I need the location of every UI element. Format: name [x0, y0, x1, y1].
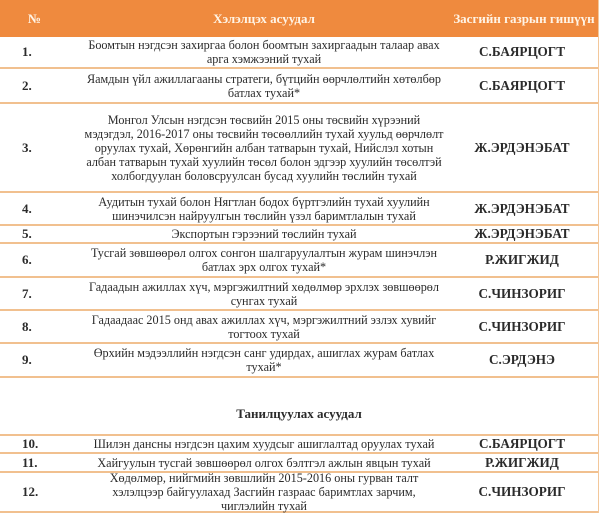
- row-topic: Яамдын үйл ажиллагааны стратеги, бүтцийн өөрчлөлтийн хөтөлбөр батлах тухай*: [86, 71, 441, 100]
- table-row: [0, 226, 598, 244]
- row-number: 9.: [22, 352, 32, 367]
- row-member: С.ЧИНЗОРИГ: [478, 285, 566, 301]
- row-member: С.БАЯРЦОГТ: [479, 77, 565, 93]
- row-member: Р.ЖИГЖИД: [485, 252, 559, 267]
- row-member: Р.ЖИГЖИД: [485, 454, 559, 470]
- row-topic: Монгол Улсын нэгдсэн төсвийн 2015 оны төсвийн хүрээний мэдэгдэл, 2016-2017 оны төсвийн төсөөллийн тухай хуульд өөрчлөлт оруулах тухай, Хөрөнгийн албан татварын тухай, Нийслэл хотын албан татварын тухай хуулийн төсөл болон эдгээр хуулийн төсөлтэй холбогдуулан боловсруулсан бусад хуулийн төслийн тухай: [84, 112, 444, 183]
- row-topic: Тусгай зөвшөөрөл олгох сонгон шалгаруулалтын журам шинэчлэн батлах эрх олгох тухай*: [90, 246, 438, 274]
- row-number: 10.: [22, 436, 39, 451]
- table-row: [0, 69, 598, 104]
- table-row: [0, 37, 598, 69]
- row-number: 5.: [22, 226, 32, 241]
- row-topic: Хөдөлмөр, нийгмийн зөвшлийн 2015-2016 оны гурван талт хэлэлцээр байгуулахад Засгийн газраас баримтлах зарчим, чиглэлийн тухай: [109, 471, 419, 513]
- section-heading: [0, 378, 598, 436]
- table-row: [0, 244, 598, 278]
- row-member: С.БАЯРЦОГТ: [479, 436, 565, 451]
- row-number: 7.: [22, 285, 32, 301]
- table-row: [0, 311, 598, 344]
- row-number: 12.: [22, 484, 39, 499]
- row-topic: Хайгуулын тусгай зөвшөөрөл олгох бэлтгэл ажлын явцын тухай: [97, 455, 431, 470]
- row-member: С.БАЯРЦОГТ: [479, 44, 565, 59]
- row-number: 11.: [22, 454, 38, 470]
- row-number: 2.: [22, 77, 32, 93]
- row-member: С.ЧИНЗОРИГ: [478, 318, 566, 334]
- row-topic: Боомтын нэгдсэн захиргаа болон боомтын захиргаадын талаар авах арга хэмжээний тухай: [88, 38, 440, 66]
- row-number: 6.: [22, 252, 32, 267]
- section-title: Танилцуулах асуудал: [236, 406, 362, 421]
- row-topic: Өрхийн мэдээллийн нэгдсэн санг удирдах, ашиглах журам батлах тухай*: [93, 346, 435, 374]
- table-row: [0, 436, 598, 454]
- table-row: [0, 473, 598, 513]
- row-member: Ж.ЭРДЭНЭБАТ: [474, 139, 570, 155]
- row-member: Ж.ЭРДЭНЭБАТ: [474, 226, 570, 241]
- row-topic: Экспортын гэрээний төслийн тухай: [171, 227, 357, 241]
- header-member: Засгийн газрын гишүүн: [453, 10, 595, 26]
- row-topic: Гадаадын ажиллах хүч, мэргэжилтний хөдөлмөр эрхлэх зөвшөөрөл сунгах тухай: [89, 279, 439, 308]
- row-member: С.ЭРДЭНЭ: [489, 352, 555, 367]
- table-row: [0, 344, 598, 378]
- table-row: [0, 278, 598, 311]
- header-topic: Хэлэлцэх асуудал: [213, 10, 315, 26]
- row-topic: Аудитын тухай болон Нягтлан бодох бүртгэлийн тухай хуулийн шинэчилсэн найруулгын төслийн үзэл баримтлалын тухай: [98, 194, 430, 223]
- table-header: [0, 0, 598, 37]
- row-topic: Гадаадаас 2015 онд авах ажиллах хүч, мэргэжилтний эзлэх хувийг тогтоох тухай: [91, 312, 437, 341]
- table-row: [0, 104, 598, 193]
- table-row: [0, 193, 598, 226]
- row-member: С.ЧИНЗОРИГ: [478, 484, 566, 499]
- row-topic: Шилэн дансны нэгдсэн цахим хуудсыг ашиглалтад оруулах тухай: [93, 437, 435, 451]
- row-member: Ж.ЭРДЭНЭБАТ: [474, 200, 570, 216]
- row-number: 4.: [22, 200, 32, 216]
- row-number: 3.: [22, 139, 32, 155]
- row-number: 1.: [22, 44, 32, 59]
- header-number: №: [28, 10, 42, 26]
- row-number: 8.: [22, 318, 32, 334]
